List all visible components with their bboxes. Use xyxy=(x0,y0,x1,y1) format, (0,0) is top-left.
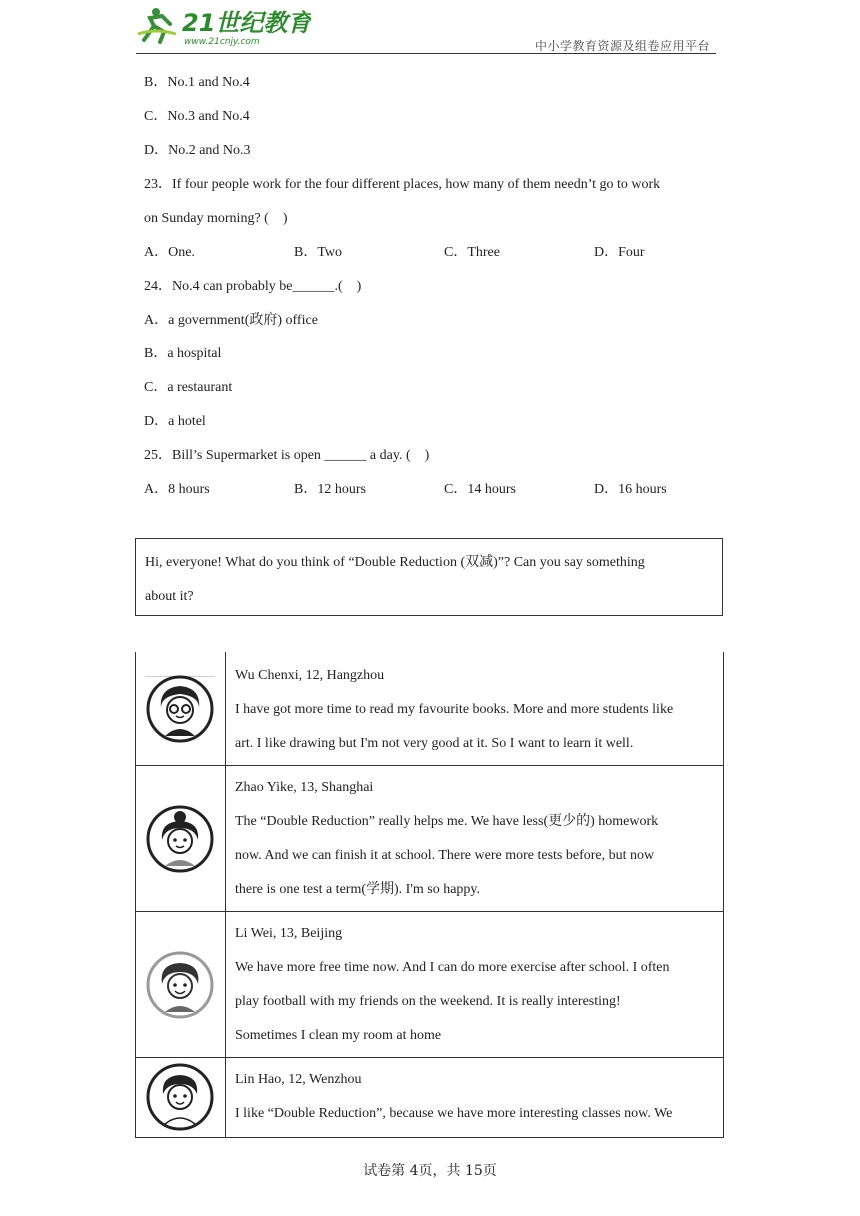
boy-curly-hair-avatar-icon xyxy=(145,950,215,1020)
student-text-line: I like “Double Reduction”, because we have more interesting classes now. We xyxy=(235,1106,673,1121)
q23-option-b: B．Two xyxy=(294,245,343,260)
student-name: Li Wei, 13, Beijing xyxy=(235,926,343,941)
header-divider xyxy=(136,53,716,54)
avatar-zhao-yike xyxy=(145,804,215,874)
student-text-line: I have got more time to read my favourite books. More and more students like xyxy=(235,702,674,717)
intro-line2: about it? xyxy=(145,589,194,604)
q25-option-c: C．14 hours xyxy=(444,482,516,497)
girl-with-bun-avatar-icon xyxy=(145,804,215,874)
avatar-li-wei xyxy=(145,950,215,1020)
q23-stem-line1: 23．If four people work for the four different places, how many of them needn’t go to work xyxy=(144,177,661,192)
boy-short-hair-avatar-icon xyxy=(145,1062,215,1132)
q23-option-a: A．One. xyxy=(144,245,195,260)
student-text-line: The “Double Reduction” really helps me. We have less(更少的) homework xyxy=(235,814,659,829)
girl-with-glasses-avatar-icon xyxy=(145,674,215,744)
q25-option-b: B．12 hours xyxy=(294,482,366,497)
table-border-right xyxy=(723,652,724,1138)
q24-stem: 24．No.4 can probably be______.( ) xyxy=(144,279,362,294)
q23-option-c: C．Three xyxy=(444,245,500,260)
brand-logo xyxy=(136,4,311,46)
student-name: Lin Hao, 12, Wenzhou xyxy=(235,1072,362,1087)
q24-option-b: B．a hospital xyxy=(144,346,222,361)
q24-option-c: C．a restaurant xyxy=(144,380,233,395)
table-column-divider xyxy=(225,652,226,1138)
q22-option-c: C．No.3 and No.4 xyxy=(144,109,250,124)
student-name: Wu Chenxi, 12, Hangzhou xyxy=(235,668,385,683)
student-text-line: We have more free time now. And I can do more exercise after school. I often xyxy=(235,960,670,975)
q23-option-d: D．Four xyxy=(594,245,645,260)
student-text-line: Sometimes I clean my room at home xyxy=(235,1028,442,1043)
running-figure-logo-icon xyxy=(136,4,311,46)
q24-option-a: A．a government(政府) office xyxy=(144,313,318,328)
avatar-lin-hao xyxy=(145,1062,215,1132)
q24-option-d: D．a hotel xyxy=(144,414,206,429)
student-text-line: art. I like drawing but I'm not very good at it. So I want to learn it well. xyxy=(235,736,634,751)
table-border-bottom xyxy=(135,1137,724,1138)
avatar-wu-chenxi xyxy=(145,674,215,744)
row-divider xyxy=(135,911,724,912)
student-text-line: play football with my friends on the weekend. It is really interesting! xyxy=(235,994,621,1009)
q25-option-a: A．8 hours xyxy=(144,482,210,497)
intro-line1: Hi, everyone! What do you think of “Double Reduction (双减)”? Can you say something xyxy=(145,555,645,570)
logo-text: 21世纪教育 xyxy=(182,9,311,37)
q22-option-b: B．No.1 and No.4 xyxy=(144,75,250,90)
student-text-line: there is one test a term(学期). I'm so happy. xyxy=(235,882,480,897)
page-header xyxy=(136,0,716,56)
row-divider xyxy=(135,765,724,766)
page-footer: 试卷第 4页，共 15页 xyxy=(363,1163,497,1179)
intro-box xyxy=(135,538,723,616)
student-text-line: now. And we can finish it at school. There were more tests before, but now xyxy=(235,848,655,863)
row-divider xyxy=(135,1057,724,1058)
table-border-left xyxy=(135,652,136,1138)
q22-option-d: D．No.2 and No.3 xyxy=(144,143,251,158)
q25-option-d: D．16 hours xyxy=(594,482,667,497)
students-table xyxy=(135,652,725,1138)
q23-stem-line2: on Sunday morning? ( ) xyxy=(144,211,288,226)
q25-stem: 25．Bill’s Supermarket is open ______ a day. ( ) xyxy=(144,448,430,463)
logo-url: www.21cnjy.com xyxy=(184,37,260,46)
platform-name: 中小学教育资源及组卷应用平台 xyxy=(534,39,710,53)
student-name: Zhao Yike, 13, Shanghai xyxy=(235,780,374,795)
